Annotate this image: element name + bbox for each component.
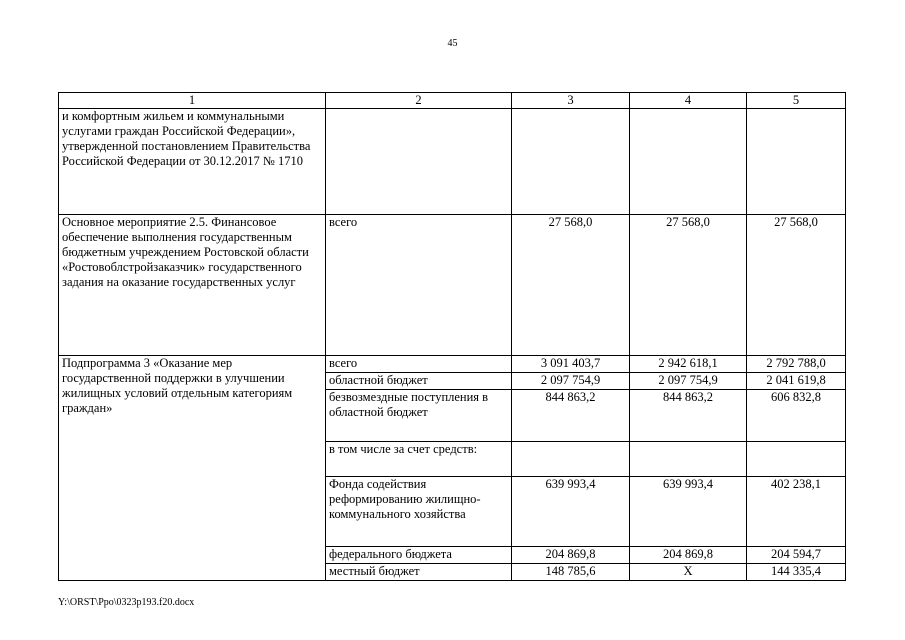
measure-2-5-description: Основное мероприятие 2.5. Финансовое обеспечение выполнения государственным бюджетным учреждением Ростовской области «Ростовоблстройзаказчик» государственного задания на оказание государственных услуг [59, 215, 326, 356]
header-cell-4: 4 [630, 93, 747, 109]
measure-2-5-value-4: 27 568,0 [630, 215, 747, 356]
value-cell: 2 097 754,9 [512, 373, 630, 390]
source-cell: в том числе за счет средств: [326, 442, 512, 477]
continuation-description: и комфортным жильем и коммунальными услугами граждан Российской Федерации», утвержденной постановлением Правительства Российской Федерации от 30.12.2017 № 1710 [59, 109, 326, 215]
table-row-continuation [59, 109, 846, 215]
value-cell [747, 442, 846, 477]
measure-2-5-value-3: 27 568,0 [512, 215, 630, 356]
source-cell: безвозмездные поступления в областной бюджет [326, 390, 512, 442]
value-cell: 639 993,4 [512, 477, 630, 547]
measure-2-5-value-5: 27 568,0 [747, 215, 846, 356]
source-cell: всего [326, 356, 512, 373]
table-row [59, 356, 846, 373]
value-cell: 844 863,2 [630, 390, 747, 442]
value-cell: 148 785,6 [512, 564, 630, 581]
value-cell: 2 097 754,9 [630, 373, 747, 390]
measure-2-5-source: всего [326, 215, 512, 356]
budget-table [58, 92, 846, 581]
value-cell: 639 993,4 [630, 477, 747, 547]
footer-file-path: Y:\ORST\Ppo\0323p193.f20.docx [58, 597, 195, 608]
value-cell: 204 869,8 [630, 547, 747, 564]
value-cell: 2 041 619,8 [747, 373, 846, 390]
subprogram-3-description: Подпрограмма 3 «Оказание мер государственной поддержки в улучшении жилищных условий отдельным категориям граждан» [59, 356, 326, 581]
value-cell: 2 942 618,1 [630, 356, 747, 373]
value-cell: 3 091 403,7 [512, 356, 630, 373]
value-cell: 606 832,8 [747, 390, 846, 442]
source-cell: областной бюджет [326, 373, 512, 390]
page-number: 45 [447, 38, 458, 49]
table-row-measure-2-5 [59, 215, 846, 356]
source-cell: местный бюджет [326, 564, 512, 581]
value-cell: 204 869,8 [512, 547, 630, 564]
value-cell: 204 594,7 [747, 547, 846, 564]
source-cell: Фонда содействия реформированию жилищно-коммунального хозяйства [326, 477, 512, 547]
table-header-row [59, 93, 846, 109]
header-cell-2: 2 [326, 93, 512, 109]
header-cell-1: 1 [59, 93, 326, 109]
header-cell-5: 5 [747, 93, 846, 109]
value-cell: 144 335,4 [747, 564, 846, 581]
value-cell: 844 863,2 [512, 390, 630, 442]
value-cell [630, 442, 747, 477]
value-cell: 2 792 788,0 [747, 356, 846, 373]
value-cell [512, 442, 630, 477]
header-cell-3: 3 [512, 93, 630, 109]
value-cell: 402 238,1 [747, 477, 846, 547]
value-cell: Х [630, 564, 747, 581]
source-cell: федерального бюджета [326, 547, 512, 564]
